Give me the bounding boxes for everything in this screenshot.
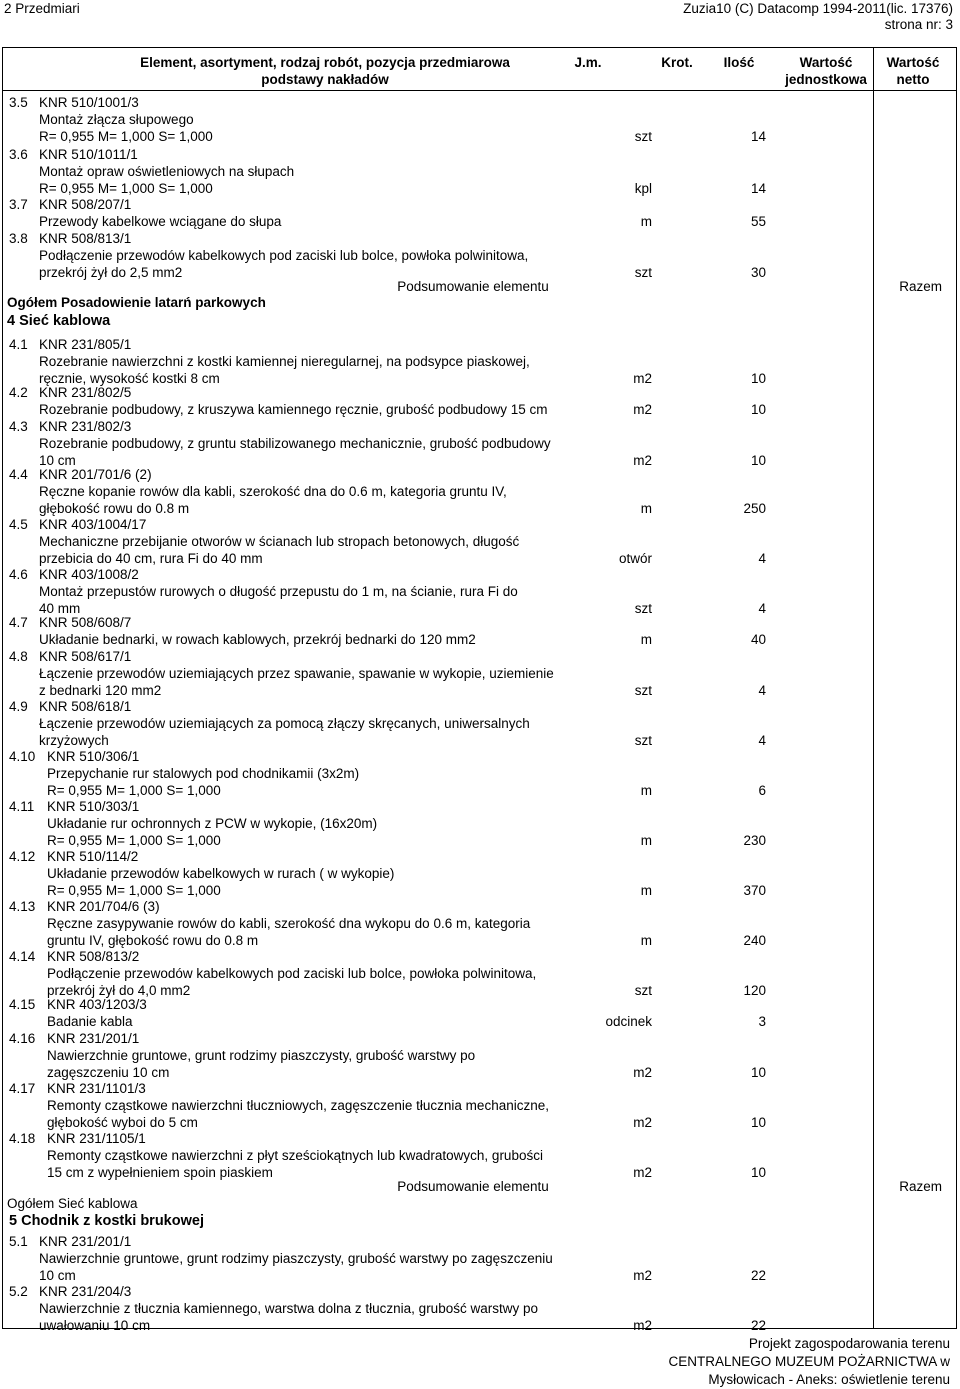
item-unit: m [640,501,652,516]
item-number: 4.11 [9,799,35,814]
item-number: 4.8 [9,649,28,664]
item-number: 3.6 [9,147,28,162]
item-code: KNR 403/1004/17 [39,517,147,532]
section-title-4: 4 Sieć kablowa [7,313,111,329]
item-code: KNR 508/813/2 [47,949,140,964]
item-code: KNR 231/805/1 [39,337,132,352]
item-unit: m [640,214,652,229]
item-unit: m2 [633,1065,652,1080]
item-description: Podłączenie przewodów kabelkowych pod zaciski lub bolce, powłoka polwinitowa, [39,248,529,263]
summary-label: Podsumowanie elementu [397,279,549,294]
item-number: 4.10 [9,749,36,764]
column-header-unit: J.m. [574,55,602,70]
item-unit: m2 [633,1165,652,1180]
footer-line: Mysłowicach - Aneks: oświetlenie terenu [708,1372,950,1387]
item-description: przebicia do 40 cm, rura Fi do 40 mm [39,551,263,566]
item-description: Nawierzchnie gruntowe, grunt rodzimy piaszczysty, grubość warstwy po zagęszczeniu [39,1251,553,1266]
item-description: uwałowaniu 10 cm [39,1318,151,1333]
item-quantity: 4 [758,551,766,566]
item-number: 4.14 [9,949,36,964]
item-number: 4.6 [9,567,28,582]
item-quantity: 3 [758,1014,766,1029]
item-number: 5.2 [9,1284,28,1299]
item-quantity: 55 [750,214,766,229]
item-number: 4.3 [9,419,28,434]
item-description: R= 0,955 M= 1,000 S= 1,000 [47,833,221,848]
column-header-quantity: Ilość [723,55,755,70]
item-description: Rozebranie podbudowy, z kruszywa kamiennego ręcznie, grubość podbudowy 15 cm [39,402,548,417]
item-code: KNR 508/608/7 [39,615,132,630]
item-code: KNR 231/204/3 [39,1284,132,1299]
item-quantity: 22 [750,1318,766,1333]
item-quantity: 4 [758,683,766,698]
item-code: KNR 231/1101/3 [47,1081,146,1096]
column-header-net-value-line2: netto [896,72,930,87]
item-description: zagęszczeniu 10 cm [47,1065,170,1080]
section-title-5: 5 Chodnik z kostki brukowej [9,1213,204,1229]
item-code: KNR 231/802/5 [39,385,132,400]
item-number: 5.1 [9,1234,28,1249]
column-header-element-line2: podstawy nakładów [261,72,389,87]
item-description: R= 0,955 M= 1,000 S= 1,000 [39,181,213,196]
column-divider [873,48,874,1328]
item-description: Przepychanie rur stalowych pod chodnikamii (3x2m) [47,766,360,781]
item-description: z bednarki 120 mm2 [39,683,162,698]
item-unit: m [640,783,652,798]
item-code: KNR 510/306/1 [47,749,140,764]
item-description: R= 0,955 M= 1,000 S= 1,000 [47,783,221,798]
header-info [683,1,953,33]
item-description: Układanie przewodów kabelkowych w rurach ( w wykopie) [47,866,395,881]
item-number: 4.7 [9,615,28,630]
column-header-net-value-line1: Wartość [886,55,940,70]
item-code: KNR 403/1203/3 [47,997,147,1012]
item-unit: szt [634,683,652,698]
item-quantity: 10 [750,1165,766,1180]
item-description: R= 0,955 M= 1,000 S= 1,000 [39,129,213,144]
item-quantity: 10 [750,371,766,386]
item-quantity: 40 [750,632,766,647]
item-code: KNR 201/704/6 (3) [47,899,160,914]
document-title: 2 Przedmiari [4,1,80,16]
item-number: 4.4 [9,467,28,482]
item-number: 4.17 [9,1081,36,1096]
item-description: Remonty cząstkowe nawierzchni tłuczniowych, zagęszczenie tłucznia mechaniczne, [47,1098,549,1113]
item-quantity: 10 [750,1115,766,1130]
software-license: Zuzia10 (C) Datacomp 1994-2011(lic. 17376) [683,1,953,16]
item-number: 3.5 [9,95,28,110]
item-number: 4.12 [9,849,36,864]
item-unit: szt [634,983,652,998]
item-unit: m2 [633,402,652,417]
item-description: Podłączenie przewodów kabelkowych pod zaciski lub bolce, powłoka polwinitowa, [47,966,537,981]
item-unit: szt [634,733,652,748]
item-description: 10 cm [39,1268,76,1283]
item-description: gruntu IV, głębokość rowu do 0.8 m [47,933,259,948]
item-quantity: 120 [743,983,766,998]
item-code: KNR 231/201/1 [39,1234,132,1249]
section-total-4: Ogółem Sieć kablowa [7,1196,138,1211]
item-quantity: 4 [758,601,766,616]
item-number: 4.13 [9,899,36,914]
item-code: KNR 201/701/6 (2) [39,467,152,482]
item-unit: m2 [633,1318,652,1333]
item-number: 3.7 [9,197,28,212]
item-quantity: 370 [743,883,766,898]
item-unit: m [640,933,652,948]
item-code: KNR 508/618/1 [39,699,132,714]
column-header-unit-value [776,54,876,88]
item-code: KNR 508/207/1 [39,197,132,212]
item-description: Ręczne zasypywanie rowów do kabli, szerokość dna wykopu do 0.6 m, kategoria [47,916,531,931]
summary-total-label: Razem [899,1179,942,1194]
column-header-krot: Krot. [661,55,693,70]
item-description: Montaż przepustów rurowych o długość przepustu do 1 m, na ścianie, rura Fi do [39,584,518,599]
item-unit: m2 [633,453,652,468]
item-description: Remonty cząstkowe nawierzchni z płyt sześciokątnych lub kwadratowych, grubości [47,1148,543,1163]
item-unit: m2 [633,1115,652,1130]
item-quantity: 14 [750,129,766,144]
item-unit: szt [634,129,652,144]
header-divider [3,90,956,91]
project-footer [668,1335,950,1389]
item-description: Rozebranie nawierzchni z kostki kamiennej nieregularnej, na podsypce piaskowej, [39,354,530,369]
item-description: Przewody kabelkowe wciągane do słupa [39,214,282,229]
item-description: R= 0,955 M= 1,000 S= 1,000 [47,883,221,898]
item-description: Montaż opraw oświetleniowych na słupach [39,164,295,179]
item-quantity: 22 [750,1268,766,1283]
item-unit: m2 [633,371,652,386]
item-code: KNR 508/813/1 [39,231,132,246]
item-description: Łączenie przewodów uziemiających za pomocą złączy skręcanych, uniwersalnych [39,716,530,731]
item-description: Nawierzchnie gruntowe, grunt rodzimy piaszczysty, grubość warstwy po [47,1048,476,1063]
item-unit: otwór [618,551,652,566]
column-header-element [95,54,555,88]
item-number: 4.15 [9,997,36,1012]
item-code: KNR 231/1105/1 [47,1131,146,1146]
item-description: Nawierzchnie z tłucznia kamiennego, warstwa dolna z tłucznia, grubość warstwy po [39,1301,538,1316]
column-header-unit-value-line2: jednostkowa [785,72,867,87]
item-quantity: 30 [750,265,766,280]
item-number: 3.8 [9,231,28,246]
item-unit: m [640,883,652,898]
item-code: KNR 231/201/1 [47,1031,140,1046]
summary-total-label: Razem [899,279,942,294]
item-description: Łączenie przewodów uziemiających przez spawanie, spawanie w wykopie, uziemienie [39,666,554,681]
column-header-unit-value-line1: Wartość [799,55,853,70]
item-quantity: 230 [743,833,766,848]
item-quantity: 10 [750,453,766,468]
item-description: 40 mm [39,601,81,616]
item-description: głębokość wyboi do 5 cm [47,1115,198,1130]
summary-label: Podsumowanie elementu [397,1179,549,1194]
item-quantity: 4 [758,733,766,748]
item-number: 4.9 [9,699,28,714]
item-unit: m2 [633,1268,652,1283]
column-header-net-value [873,54,953,88]
item-description: głębokość rowu do 0.8 m [39,501,190,516]
item-unit: kpl [634,181,652,196]
item-unit: odcinek [605,1014,652,1029]
item-code: KNR 510/1011/1 [39,147,138,162]
item-code: KNR 403/1008/2 [39,567,139,582]
item-description: przekrój żył do 4,0 mm2 [47,983,191,998]
item-code: KNR 510/303/1 [47,799,140,814]
item-number: 4.16 [9,1031,36,1046]
item-code: KNR 510/114/2 [47,849,139,864]
item-unit: szt [634,265,652,280]
item-description: przekrój żył do 2,5 mm2 [39,265,183,280]
item-unit: m [640,833,652,848]
item-code: KNR 510/1001/3 [39,95,139,110]
item-number: 4.1 [9,337,28,352]
item-number: 4.2 [9,385,28,400]
item-description: Układanie bednarki, w rowach kablowych, przekrój bednarki do 120 mm2 [39,632,476,647]
item-description: 10 cm [39,453,76,468]
item-quantity: 240 [743,933,766,948]
item-description: ręcznie, wysokość kostki 8 cm [39,371,220,386]
estimate-table [2,47,957,1333]
item-description: Rozebranie podbudowy, z gruntu stabilizowanego mechanicznie, grubość podbudowy [39,436,551,451]
item-code: KNR 231/802/3 [39,419,132,434]
item-quantity: 6 [758,783,766,798]
item-description: Układanie rur ochronnych z PCW w wykopie, (16x20m) [47,816,378,831]
item-description: krzyżowych [39,733,109,748]
item-description: Ręczne kopanie rowów dla kabli, szerokość dna do 0.6 m, kategoria gruntu IV, [39,484,507,499]
item-description: Badanie kabla [47,1014,133,1029]
item-quantity: 10 [750,402,766,417]
item-unit: szt [634,601,652,616]
item-description: Montaż złącza słupowego [39,112,194,127]
page-number: strona nr: 3 [884,17,953,32]
item-code: KNR 508/617/1 [39,649,132,664]
item-quantity: 250 [743,501,766,516]
item-number: 4.5 [9,517,28,532]
item-description: 15 cm z wypełnieniem spoin piaskiem [47,1165,273,1180]
footer-line: Projekt zagospodarowania terenu [748,1336,950,1351]
footer-line: CENTRALNEGO MUZEUM POŻARNICTWA w [668,1354,950,1369]
item-number: 4.18 [9,1131,36,1146]
item-quantity: 14 [750,181,766,196]
item-quantity: 10 [750,1065,766,1080]
item-description: Mechaniczne przebijanie otworów w ścianach lub stropach betonowych, długość [39,534,520,549]
column-header-element-line1: Element, asortyment, rodzaj robót, pozycja przedmiarowa [140,55,510,70]
item-unit: m [640,632,652,647]
section-total-3: Ogółem Posadowienie latarń parkowych [7,295,266,310]
